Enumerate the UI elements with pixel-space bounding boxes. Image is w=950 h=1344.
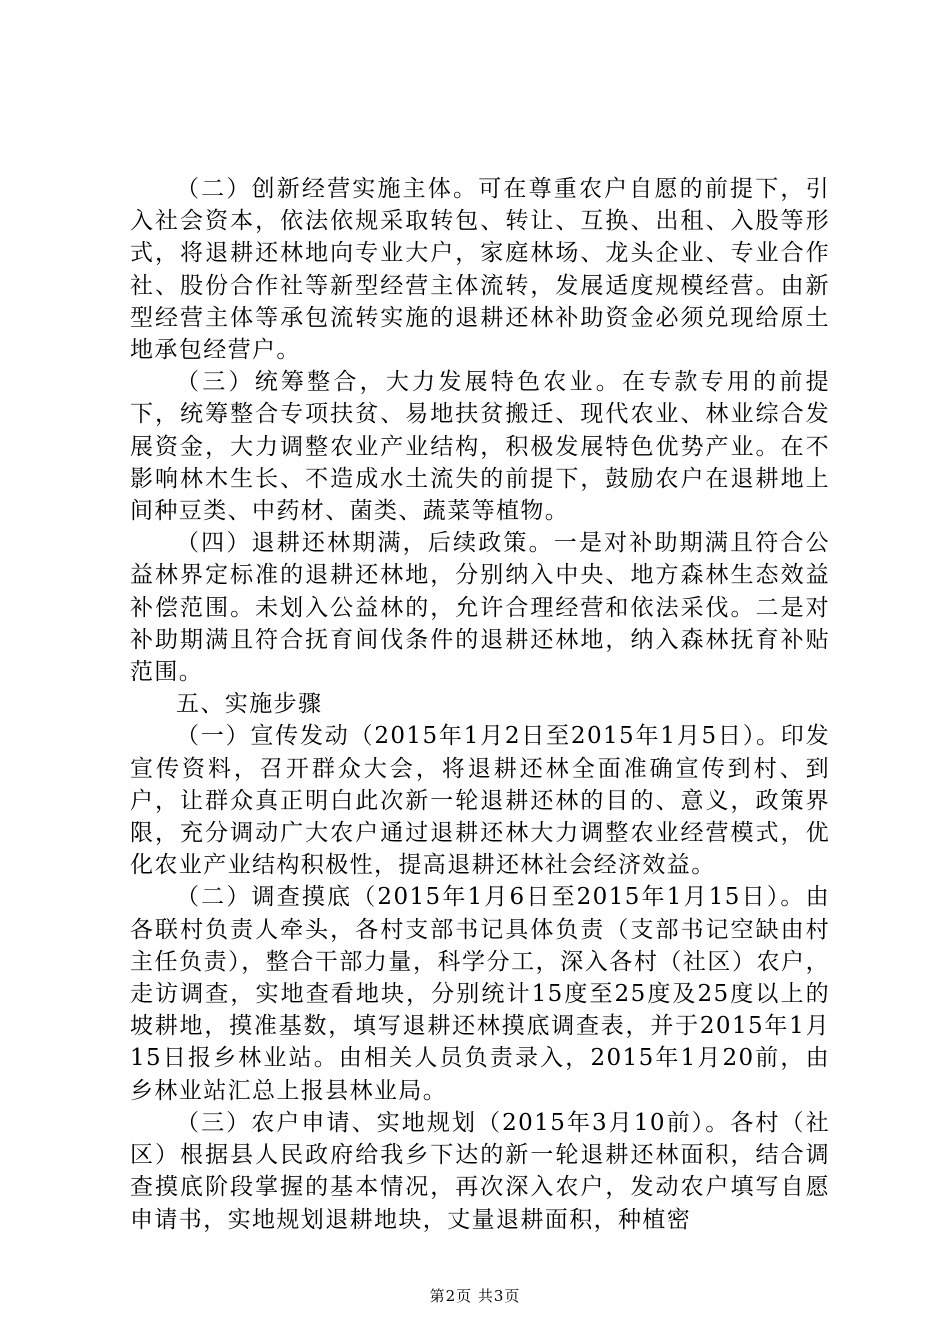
page-number-footer: 第2页 共3页 xyxy=(429,1287,521,1305)
paragraph-integration-agriculture: （三）统筹整合，大力发展特色农业。在专款专用的前提下，统筹整合专项扶贫、易地扶贫搬迁、现代农业、林业综合发展资金，大力调整农业产业结构，积极发展特色优势产业。在不影响林木生长、不造成水土流失的前提下，鼓励农户在退耕地上间种豆类、中药材、菌类、蔬菜等植物。 xyxy=(130,369,830,525)
section-heading-implementation-steps: 五、实施步骤 xyxy=(176,691,323,718)
paragraph-step-application: （三）农户申请、实地规划（2015年3月10前）。各村（社区）根据县人民政府给我乡下达的新一轮退耕还林面积，结合调查摸底阶段掌握的基本情况，再次深入农户，发动农户填写自愿申请书，实地规划退耕地块，丈量退耕面积，种植密 xyxy=(130,1109,830,1233)
paragraph-follow-up-policy: （四）退耕还林期满，后续政策。一是对补助期满且符合公益林界定标准的退耕还林地，分别纳入中央、地方森林生态效益补偿范围。未划入公益林的，允许合理经营和依法采伐。二是对补助期满且符合抚育间伐条件的退耕还林地，纳入森林抚育补贴范围。 xyxy=(130,530,830,686)
paragraph-innovation-subject: （二）创新经营实施主体。可在尊重农户自愿的前提下，引入社会资本，依法依规采取转包、转让、互换、出租、入股等形式，将退耕还林地向专业大户，家庭林场、龙头企业、专业合作社、股份合作社等新型经营主体流转，发展适度规模经营。由新型经营主体等承包流转实施的退耕还林补助资金必须兑现给原土地承包经营户。 xyxy=(130,176,830,364)
document-body xyxy=(130,173,830,1236)
paragraph-step-publicity: （一）宣传发动（2015年1月2日至2015年1月5日）。印发宣传资料，召开群众大会，将退耕还林全面准确宣传到村、到户，让群众真正明白此次新一轮退耕还林的目的、意义，政策界限，充分调动广大农户通过退耕还林大力调整农业经营模式，优化农业产业结构积极性，提高退耕还林社会经济效益。 xyxy=(130,723,830,879)
paragraph-step-survey: （二）调查摸底（2015年1月6日至2015年1月15日）。由各联村负责人牵头，各村支部书记具体负责（支部书记空缺由村主任负责），整合干部力量，科学分工，深入各村（社区）农户，走访调查，实地查看地块，分别统计15度至25度及25度以上的坡耕地，摸准基数，填写退耕还林摸底调查表，并于2015年1月15日报乡林业站。由相关人员负责录入，2015年1月20前，由乡林业站汇总上报县林业局。 xyxy=(130,884,830,1104)
